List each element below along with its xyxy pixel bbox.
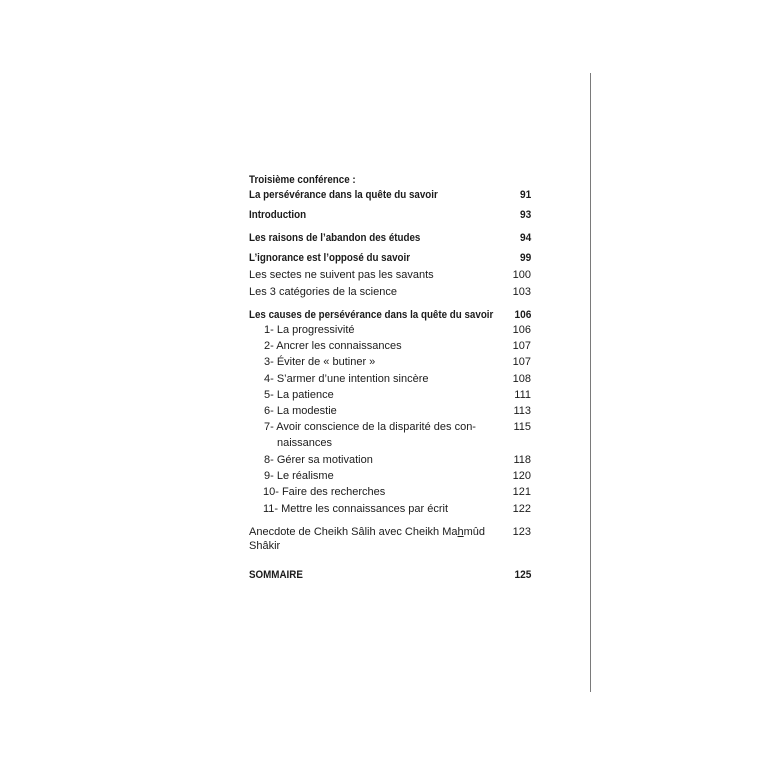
toc-entry-title: L’ignorance est l’opposé du savoir: [249, 252, 411, 264]
toc-subentry-title-continuation: naissances: [277, 437, 333, 449]
toc-entry: [249, 231, 531, 245]
toc-entry-page: 91: [519, 189, 531, 201]
toc-subentry-title: 3- Éviter de « butiner »: [264, 356, 376, 368]
toc-entry-page: 99: [519, 252, 531, 264]
toc-subentry-continuation: [249, 436, 531, 450]
toc-entry-title: Les 3 catégories de la science: [249, 286, 397, 298]
toc-subentry: [249, 323, 531, 337]
toc-entry-title: La persévérance dans la quête du savoir: [249, 189, 438, 201]
toc-subentry: [249, 469, 531, 483]
toc-entry-page: 103: [512, 286, 531, 298]
toc-subentry-title: 2- Ancrer les connaissances: [264, 340, 402, 352]
toc-subentry-page: 107: [512, 356, 531, 368]
toc-subentry: [249, 453, 531, 467]
toc-entry: [249, 568, 531, 582]
toc-entry: [249, 208, 531, 222]
toc-subentry: [249, 355, 531, 369]
toc-entry-page: 106: [514, 309, 531, 321]
toc-subentry-page: 118: [513, 454, 531, 466]
section-heading-text: Troisième conférence :: [249, 174, 356, 186]
toc-subentry-page: 108: [512, 373, 531, 385]
toc-entry-title: Les causes de persévérance dans la quête du savoir: [249, 309, 494, 321]
toc-entry-title: SOMMAIRE: [249, 569, 303, 581]
toc-section-heading: [249, 173, 531, 187]
toc-subentry-title: 8- Gérer sa motivation: [264, 454, 373, 466]
toc-subentry-page: 122: [512, 503, 531, 515]
toc-subentry-title: 11- Mettre les connaissances par écrit: [263, 503, 449, 515]
toc-entry: [249, 268, 531, 282]
toc-entry-page: 93: [519, 209, 531, 221]
toc-entry-page: 100: [512, 269, 531, 281]
toc-subentry: [249, 502, 531, 516]
toc-entry-page: 123: [512, 526, 531, 538]
toc-entry-title: [249, 525, 485, 539]
toc-entry: [249, 525, 531, 539]
toc-subentry-title: 5- La patience: [264, 389, 334, 401]
toc-subentry-page: 121: [512, 486, 531, 498]
page-edge-rule: [590, 73, 591, 692]
toc-subentry-page: 107: [512, 340, 531, 352]
toc-entry: [249, 251, 531, 265]
toc-entry-title-underlined-letter: h: [457, 526, 464, 538]
toc-entry-title: Introduction: [249, 209, 307, 221]
toc-subentry-page: 115: [513, 421, 531, 433]
toc-subentry-page: 106: [512, 324, 531, 336]
toc-subentry: [249, 372, 531, 386]
toc-subentry-title: 1- La progressivité: [264, 324, 355, 336]
toc-entry: [249, 188, 531, 202]
toc-subentry-page: 113: [513, 405, 531, 417]
toc-entry-page: 125: [514, 569, 531, 581]
toc-entry-title-part: Anecdote de Cheikh Sâlih avec Cheikh Ma: [249, 526, 458, 538]
toc-subentry-title: 4- S’armer d’une intention sincère: [264, 373, 429, 385]
toc-entry-page: 94: [519, 232, 531, 244]
toc-subentry-title: 10- Faire des recherches: [263, 486, 386, 498]
toc-subentry: [249, 404, 531, 418]
toc-subentry-page: 111: [514, 389, 531, 401]
toc-subentry: [249, 339, 531, 353]
toc-entry-continuation: [249, 539, 531, 553]
toc-subentry: [249, 388, 531, 402]
toc-entry-title: Les raisons de l’abandon des études: [249, 232, 421, 244]
toc-subentry: [249, 420, 531, 434]
toc-entry-title: Les sectes ne suivent pas les savants: [249, 269, 434, 281]
toc-subentry-title: 9- Le réalisme: [264, 470, 334, 482]
toc-entry-title-part: mûd: [463, 526, 486, 538]
toc-subentry: [249, 485, 531, 499]
toc-subentry-page: 120: [512, 470, 531, 482]
toc-entry: [249, 285, 531, 299]
toc-entry-title-continuation: Shâkir: [249, 540, 281, 552]
toc-subentry-title: 6- La modestie: [264, 405, 337, 417]
toc-subentry-title: 7- Avoir conscience de la disparité des con-: [264, 421, 476, 433]
toc-entry: [249, 308, 531, 322]
